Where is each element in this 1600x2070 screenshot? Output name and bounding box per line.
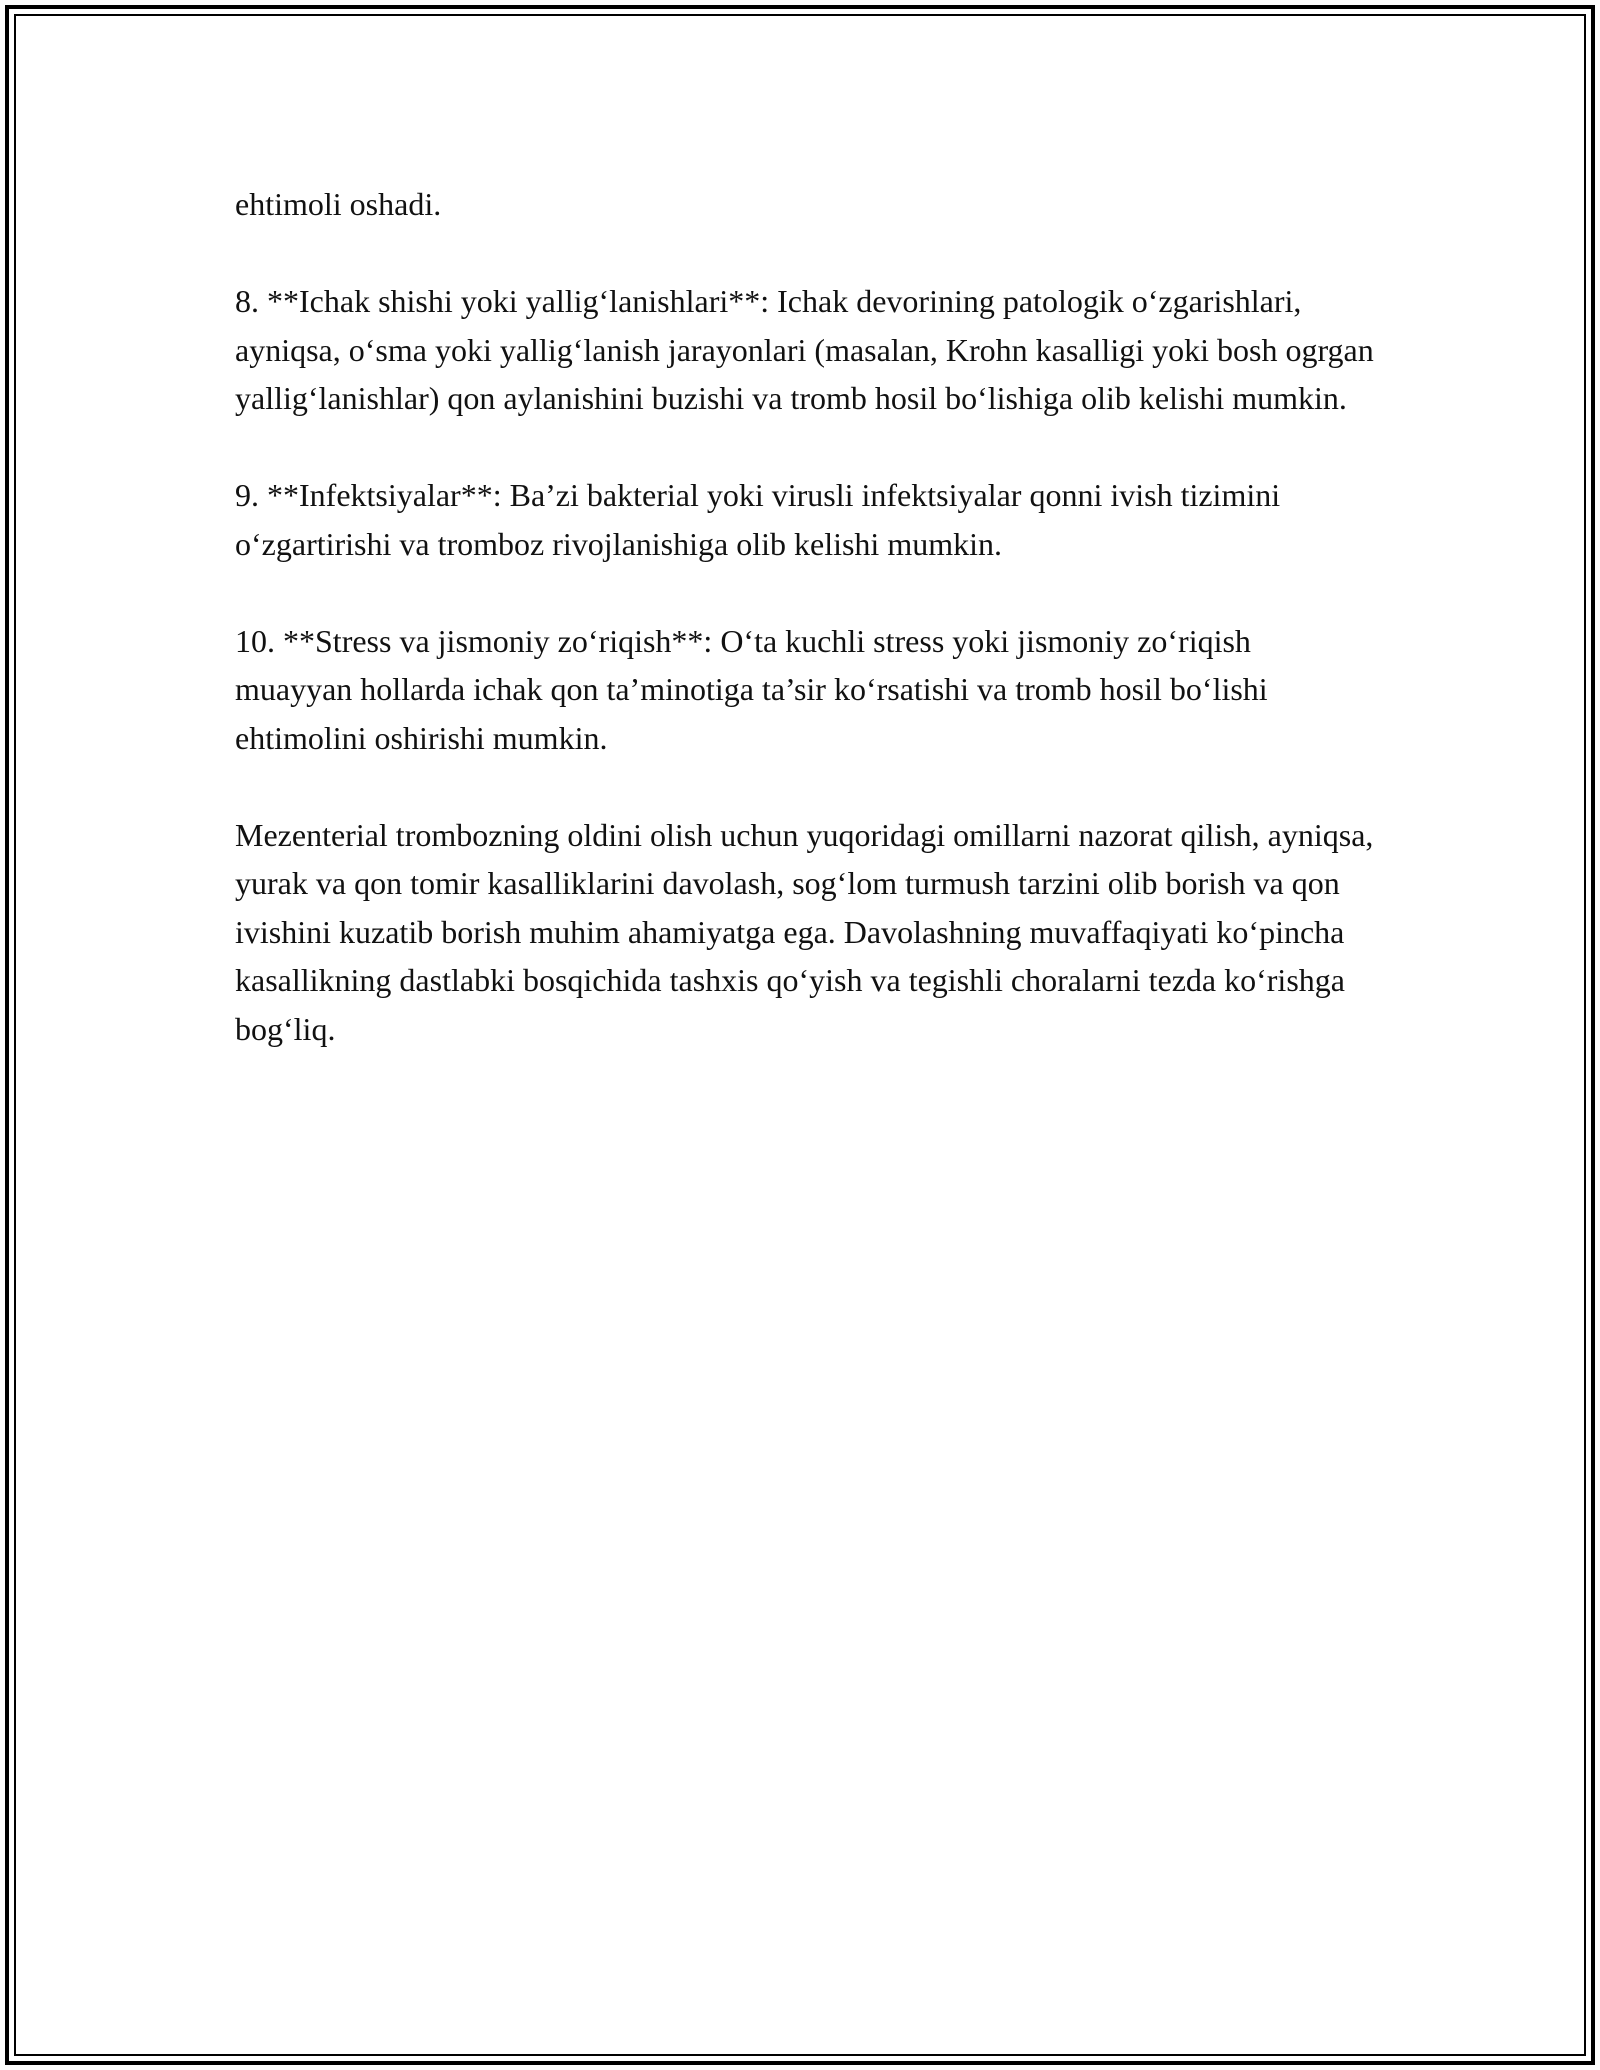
paragraph-conclusion: Mezenterial trombozning oldini olish uchun yuqoridagi omillarni nazorat qilish, ayniqsa, yurak va qon tomir kasalliklarini davolash, sog‘lom turmush tarzini olib borish va qon ivishini kuzatib borish muhim ahamiyatga ega. Davolashning muvaffaqiyati ko‘pincha kasallikning dastlabki bosqichida tashxis qo‘yish va tegishli choralarni tezda ko‘rishga bog‘liq. — [235, 816, 1374, 1047]
paragraph-item-8: 8. **Ichak shishi yoki yallig‘lanishlari**: Ichak devorining patologik o‘zgarishlari, ayniqsa, o‘sma yoki yallig‘lanish jarayonlari (masalan, Krohn kasalligi yoki bosh ogrgan yallig‘lanishlar) qon aylanishini buzishi va tromb hosil bo‘lishiga olib kelishi mumkin. — [235, 283, 1374, 416]
paragraph-item-9: 9. **Infektsiyalar**: Ba’zi bakterial yoki virusli infektsiyalar qonni ivish tizimini o‘zgartirishi va tromboz rivojlanishiga olib kelishi mumkin. — [235, 477, 1281, 562]
document-body — [235, 180, 1375, 1102]
paragraph-continuation: ehtimoli oshadi. — [235, 186, 442, 222]
paragraph-item-10: 10. **Stress va jismoniy zo‘riqish**: O‘ta kuchli stress yoki jismoniy zo‘riqish muayyan hollarda ichak qon ta’minotiga ta’sir ko‘rsatishi va tromb hosil bo‘lishi ehtimolini oshirishi mumkin. — [235, 622, 1268, 756]
